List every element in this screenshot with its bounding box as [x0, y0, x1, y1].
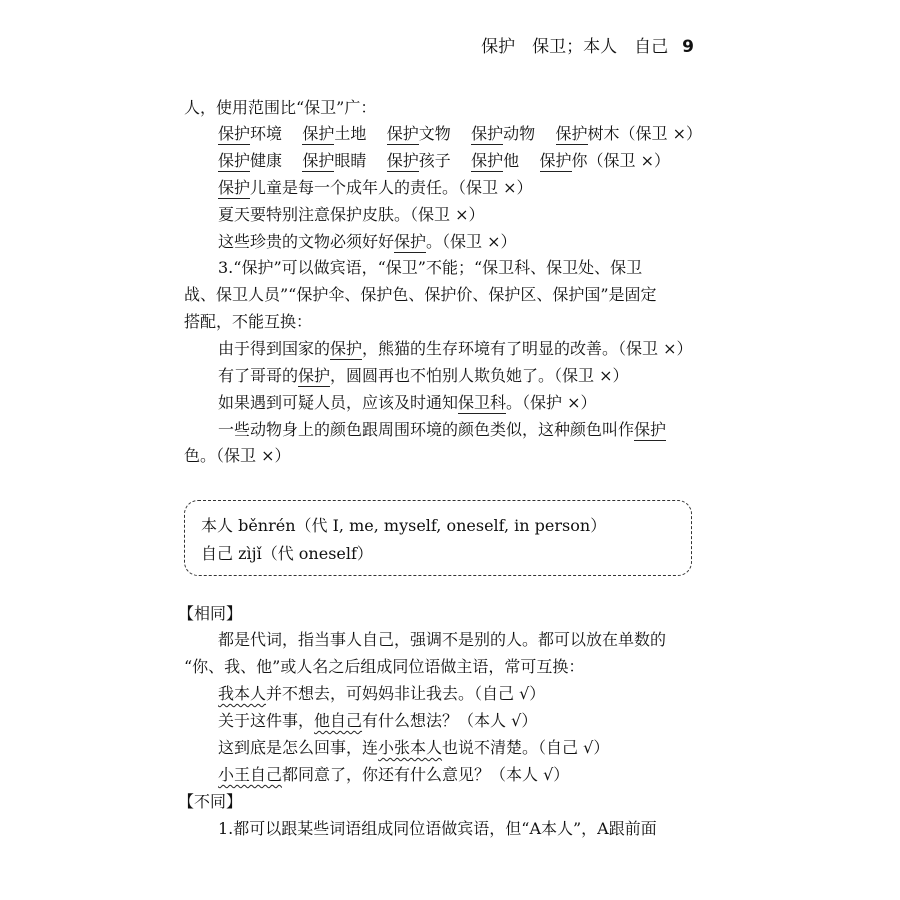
- example-line: 如果遇到可疑人员，应该及时通知保卫科。（保护 ×）: [218, 393, 597, 412]
- keyword: 我本人: [218, 684, 267, 703]
- example-line: 一些动物身上的颜色跟周围环境的颜色类似，这种颜色叫作保护: [218, 420, 667, 439]
- keyword: 保护: [386, 151, 419, 170]
- keyword: 保护: [471, 124, 504, 143]
- running-header: [481, 32, 694, 57]
- keyword: 保护: [330, 339, 363, 358]
- example-line: 我本人并不想去，可妈妈非让我去。（自己 √）: [218, 684, 546, 703]
- vocabulary-box: [184, 500, 692, 576]
- keyword: 保护: [218, 178, 251, 197]
- keyword: 保护: [555, 124, 588, 143]
- keyword: 保护: [302, 151, 335, 170]
- example-line: 小王自己都同意了，你还有什么意见？（本人 √）: [218, 765, 570, 784]
- example-line: 夏天要特别注意保护皮肤。（保卫 ×）: [218, 205, 485, 224]
- keyword: 保护: [298, 366, 331, 385]
- example-line: 这些珍贵的文物必须好好保护。（保卫 ×）: [218, 232, 517, 251]
- keyword: 保护: [394, 232, 427, 251]
- section-heading-different: 【不同】: [178, 792, 243, 811]
- keyword: 保护: [218, 124, 251, 143]
- paragraph-line: “你、我、他”或人名之后组成同位语做主语，常可互换：: [184, 657, 585, 676]
- example-line: 保护环境 保护土地 保护文物 保护动物 保护树木（保卫 ×）: [218, 124, 703, 143]
- keyword: 保护: [634, 420, 667, 439]
- vocab-entry-benren: 本人 běnrén（代 I, me, myself, oneself, in person）: [201, 516, 607, 535]
- vocab-entry-ziji: 自己 zìjǐ（代 oneself）: [201, 544, 373, 563]
- example-line: 有了哥哥的保护，圆圆再也不怕别人欺负她了。（保卫 ×）: [218, 366, 629, 385]
- paragraph-line: 搭配，不能互换：: [184, 312, 313, 331]
- header-title: 保护 保卫；本人 自己: [481, 37, 669, 57]
- keyword: 保卫科: [458, 393, 507, 412]
- example-line: 这到底是怎么回事，连小张本人也说不清楚。（自己 √）: [218, 738, 610, 757]
- paragraph-line: 战、保卫人员”“保护伞、保护色、保护价、保护区、保护国”是固定: [184, 285, 657, 304]
- paragraph-line: 都是代词，指当事人自己，强调不是别的人。都可以放在单数的: [218, 630, 667, 649]
- keyword: 保护: [471, 151, 504, 170]
- section-heading-same: 【相同】: [178, 604, 243, 623]
- keyword: 保护: [539, 151, 572, 170]
- paragraph-line: 3.“保护”可以做宾语，“保卫”不能；“保卫科、保卫处、保卫: [218, 258, 643, 277]
- keyword: 保护: [302, 124, 335, 143]
- paragraph-line: 人，使用范围比“保卫”广：: [184, 98, 377, 117]
- example-line: 关于这件事，他自己有什么想法？（本人 √）: [218, 711, 538, 730]
- keyword: 保护: [218, 151, 251, 170]
- keyword: 保护: [386, 124, 419, 143]
- example-line: 色。（保卫 ×）: [184, 446, 291, 465]
- keyword: 他自己: [314, 711, 363, 730]
- example-line: 保护儿童是每一个成年人的责任。（保卫 ×）: [218, 178, 533, 197]
- example-line: 保护健康 保护眼睛 保护孩子 保护他 保护你（保卫 ×）: [218, 151, 671, 170]
- keyword: 小王自己: [218, 765, 283, 784]
- page-number: 9: [682, 37, 694, 57]
- paragraph-line: 1.都可以跟某些词语组成同位语做宾语，但“A本人”，A跟前面: [218, 819, 657, 838]
- example-line: 由于得到国家的保护，熊猫的生存环境有了明显的改善。（保卫 ×）: [218, 339, 693, 358]
- keyword: 小张本人: [378, 738, 443, 757]
